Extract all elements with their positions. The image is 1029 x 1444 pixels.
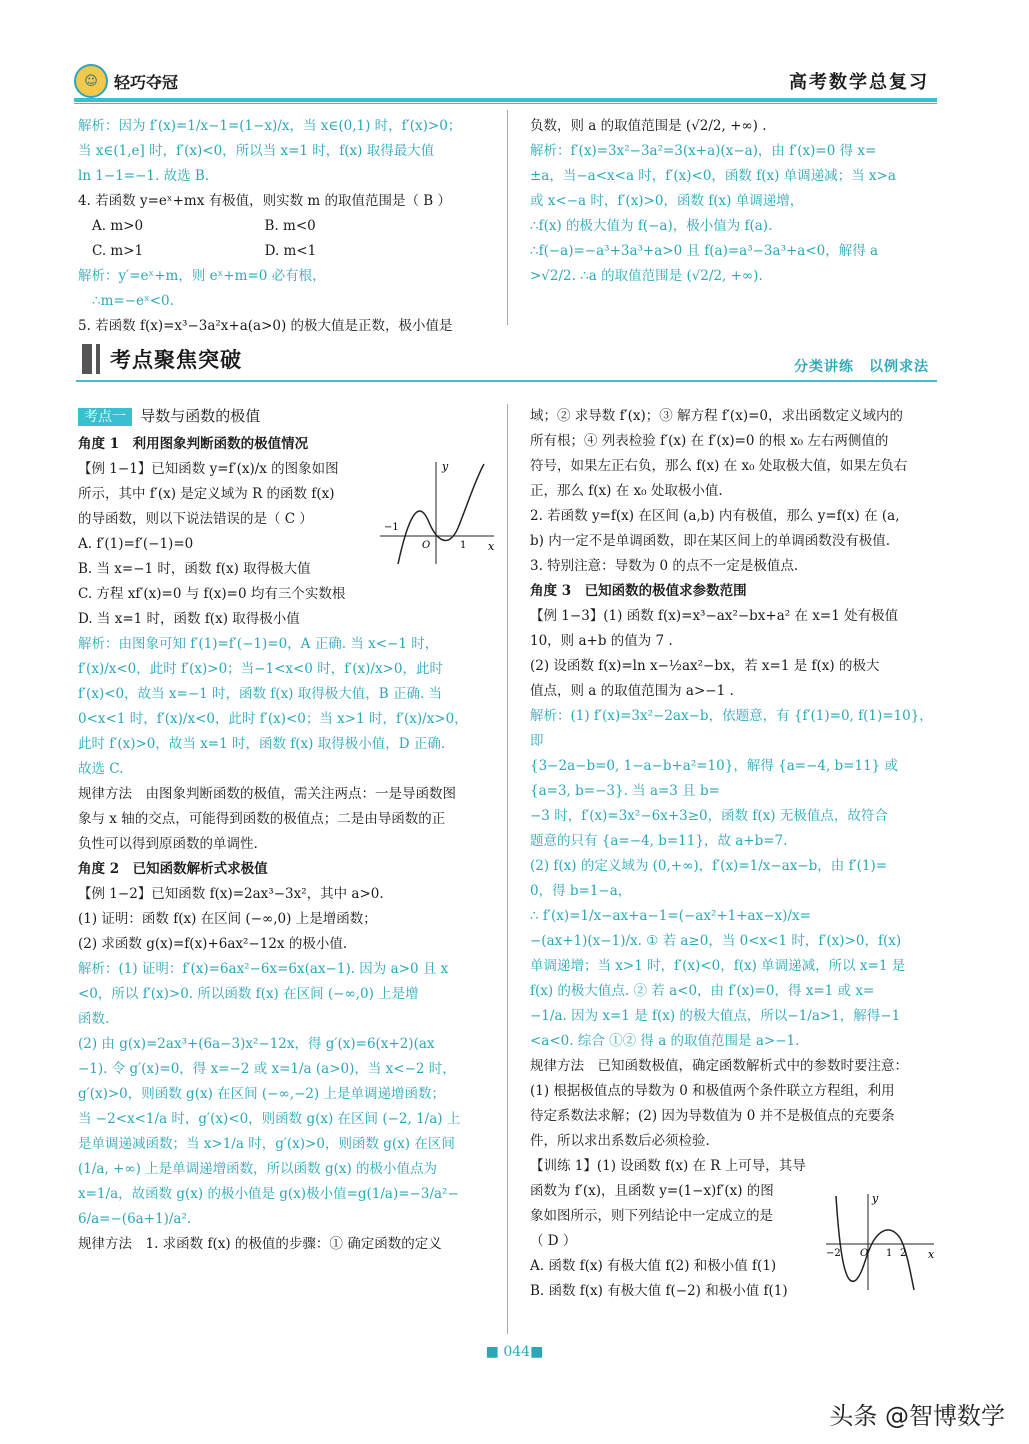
graph-example-1 xyxy=(378,458,498,568)
watermark: 头条 @智博数学 xyxy=(829,1402,1005,1430)
tick-label: −2 xyxy=(826,1248,841,1259)
section-title xyxy=(82,342,242,376)
example-line: (2) 求函数 g(x)=f(x)+6ax²−12x 的极小值. xyxy=(78,936,348,952)
solution-line: (1/a, +∞) 上是单调递增函数，所以函数 g(x) 的极小值点为 xyxy=(78,1161,438,1177)
angle-heading: 角度 1 利用图象判断函数的极值情况 xyxy=(78,436,309,452)
solution-line: −3 时，f′(x)=3x²−6x+3≥0，函数 f(x) 无极值点，故符合 xyxy=(530,808,888,824)
example-line: (1) 证明：函数 f(x) 在区间 (−∞,0) 上是增函数； xyxy=(78,911,377,927)
text-line: >√2/2. ∴a 的取值范围是 (√2/2, +∞). xyxy=(530,268,763,284)
option-line: C. 方程 xf′(x)=0 与 f(x)=0 均有三个实数根 xyxy=(78,586,346,602)
solution-line: f′(x)/x<0，此时 f′(x)>0；当−1<x<0 时，f′(x)/x>0，此时 xyxy=(78,661,443,677)
text-line: ±a，当−a<x<a 时，f′(x)<0，函数 f(x) 单调递减；当 x>a xyxy=(530,168,896,184)
training-line: 【训练 1】(1) 设函数 f(x) 在 R 上可导，其导 xyxy=(530,1158,806,1174)
rule-line: 所有根；④ 列表检验 f′(x) 在 f′(x)=0 的根 x₀ 左右两侧值的 xyxy=(530,433,889,449)
example-line: 所示，其中 f′(x) 是定义域为 R 的函数 f(x) xyxy=(78,486,335,502)
example-line: 10，则 a+b 的值为 7 . xyxy=(530,633,673,649)
tick-label: 1 xyxy=(460,540,467,551)
solution-line: ∴ f′(x)=1/x−ax+a−1=(−ax²+1+ax−x)/x= xyxy=(530,908,811,924)
header-divider-thin xyxy=(74,103,937,104)
solution-line: x=1/a，故函数 g(x) 的极小值是 g(x)极小值=g(1/a)=−3/a²− xyxy=(78,1186,459,1202)
solution-line: −(ax+1)(x−1)/x. ① 若 a≥0，当 0<x<1 时，f′(x)>0，f(x) xyxy=(530,933,902,949)
header-logo xyxy=(74,64,194,98)
training-line: 象如图所示，则下列结论中一定成立的是 xyxy=(530,1208,773,1224)
rule-line: 件，所以求出系数后必须检验. xyxy=(530,1133,710,1149)
text-line: 解析：因为 f′(x)=1/x−1=(1−x)/x，当 x∈(0,1) 时，f′(x)>0； xyxy=(78,118,462,134)
page-number: ■ 044■ xyxy=(485,1344,544,1360)
kp-badge: 考点一 xyxy=(78,408,132,426)
solution-line: 故选 C. xyxy=(78,761,124,777)
section-heading: 考点聚焦突破 xyxy=(110,348,242,372)
solution-line: <0，所以 f′(x)>0. 所以函数 f(x) 在区间 (−∞,0) 上是增 xyxy=(78,986,419,1002)
top-right-column xyxy=(530,114,940,289)
tick-label: 2 xyxy=(900,1248,907,1259)
solution-line: 函数. xyxy=(78,1011,110,1027)
solution-line: 是单调递减函数；当 x>1/a 时，g′(x)>0，则函数 g(x) 在区间 xyxy=(78,1136,455,1152)
solution-line: −1/a. 因为 x=1 是 f(x) 的极大值点，所以−1/a>1，解得−1 xyxy=(530,1008,901,1024)
rule-line: 域；② 求导数 f′(x)；③ 解方程 f′(x)=0，求出函数定义域内的 xyxy=(530,408,903,424)
example-line: 的导函数，则以下说法错误的是（ C ） xyxy=(78,511,313,527)
solution-line: 当 −2<x<1/a 时，g′(x)<0，则函数 g(x) 在区间 (−2, 1/a) 上 xyxy=(78,1111,461,1127)
rule-line: 正，那么 f(x) 在 x₀ 处取极小值. xyxy=(530,483,723,499)
solution-line: <a<0. 综合 ①② 得 a 的取值范围是 a>−1. xyxy=(530,1033,800,1049)
kp-title: 导数与函数的极值 xyxy=(140,407,261,425)
graph-training-1 xyxy=(822,1190,940,1292)
column-divider xyxy=(507,110,508,325)
solution-line: 解析：由图象可知 f′(1)=f′(−1)=0，A 正确. 当 x<−1 时， xyxy=(78,636,439,652)
solution-line: 解析：(1) f′(x)=3x²−2ax−b，依题意，有 {f′(1)=0, f(1)=10}，即 xyxy=(530,708,933,749)
section-bar-icon xyxy=(96,344,100,374)
example-line: 【例 1−3】(1) 函数 f(x)=x³−ax²−bx+a² 在 x=1 处有极值 xyxy=(530,608,899,624)
question-5-cont: 负数，则 a 的取值范围是 (√2/2, +∞) . xyxy=(530,118,767,134)
text-line: ∴m=−eˣ<0. xyxy=(92,293,174,309)
example-line: (2) 设函数 f(x)=ln x−½ax²−bx，若 x=1 是 f(x) 的极大 xyxy=(530,658,880,674)
solution-line: 此时 f′(x)>0，故当 x=1 时，函数 f(x) 取得极小值，D 正确. xyxy=(78,736,446,752)
solution-line: 解析：(1) 证明：f′(x)=6ax²−6x=6x(ax−1). 因为 a>0 且 x xyxy=(78,961,449,977)
rule-line: 规律方法 由图象判断函数的极值，需关注两点：一是导函数图 xyxy=(78,786,456,802)
solution-line: f′(x)<0，故当 x=−1 时，函数 f(x) 取得极大值，B 正确. 当 xyxy=(78,686,443,702)
training-line: 函数为 f′(x)，且函数 y=(1−x)f′(x) 的图 xyxy=(530,1183,774,1199)
rule-line: 象与 x 轴的交点，可能得到函数的极值点；二是由导函数的正 xyxy=(78,811,446,827)
question-4: 4. 若函数 y=eˣ+mx 有极值，则实数 m 的取值范围是（ B ） xyxy=(78,193,452,209)
rule-line: 负性可以得到原函数的单调性. xyxy=(78,836,258,852)
option-line: A. m>0 B. m<0 xyxy=(92,218,316,234)
section-divider xyxy=(76,380,937,382)
solution-line: 单调递增；当 x>1 时，f′(x)<0，f(x) 单调递减，所以 x=1 是 xyxy=(530,958,906,974)
option-line: C. m>1 D. m<1 xyxy=(92,243,317,259)
solution-line: 6/a=−(6a+1)/a². xyxy=(78,1211,192,1227)
text-line: ln 1−1=−1. 故选 B. xyxy=(78,168,210,184)
option-line: B. 函数 f(x) 有极大值 f(−2) 和极小值 f(1) xyxy=(530,1283,788,1299)
solution-line: −1). 令 g′(x)=0，得 x=−2 或 x=1/a (a>0)，当 x<−2 时， xyxy=(78,1061,456,1077)
training-line: （ D ） xyxy=(530,1233,577,1249)
solution-line: 0，得 b=1−a， xyxy=(530,883,632,899)
example-line: 值点，则 a 的取值范围为 a>−1 . xyxy=(530,683,734,699)
solution-line: 0<x<1 时，f′(x)/x<0，此时 f′(x)<0；当 x>1 时，f′(x)/x>0， xyxy=(78,711,468,727)
origin-label: O xyxy=(422,540,431,551)
rule-line: 3. 特别注意：导数为 0 的点不一定是极值点. xyxy=(530,558,799,574)
question-5: 5. 若函数 f(x)=x³−3a²x+a(a>0) 的极大值是正数，极小值是 xyxy=(78,318,453,334)
solution-line: g′(x)>0，则函数 g(x) 在区间 (−∞,−2) 上是单调递增函数； xyxy=(78,1086,445,1102)
rule-line: 规律方法 已知函数极值，确定函数解析式中的参数时要注意： xyxy=(530,1058,908,1074)
text-line: 当 x∈(1,e] 时，f′(x)<0，所以当 x=1 时，f(x) 取得最大值 xyxy=(78,143,435,159)
rule-line: 符号，如果左正右负，那么 f(x) 在 x₀ 处取极大值，如果左负右 xyxy=(530,458,908,474)
rule-line: 规律方法 1. 求函数 f(x) 的极值的步骤：① 确定函数的定义 xyxy=(78,1236,442,1252)
rule-line: 2. 若函数 y=f(x) 在区间 (a,b) 内有极值，那么 y=f(x) 在 (a, xyxy=(530,508,900,524)
angle-heading: 角度 2 已知函数解析式求极值 xyxy=(78,861,268,877)
example-line: 【例 1−2】已知函数 f(x)=2ax³−3x²，其中 a>0. xyxy=(78,886,384,902)
book-title: 高考数学总复习 xyxy=(789,72,929,93)
solution-line: (2) 由 g(x)=2ax³+(6a−3)x²−12x，得 g′(x)=6(x+2)(ax xyxy=(78,1036,435,1052)
curve xyxy=(836,1196,914,1290)
rule-line: (1) 根据极值点的导数为 0 和极值两个条件联立方程组，利用 xyxy=(530,1083,895,1099)
top-left-column xyxy=(78,114,498,339)
text-line: ∴f(−a)=−a³+3a³+a>0 且 f(a)=a³−3a³+a<0，解得 a xyxy=(530,243,879,259)
option-line: A. 函数 f(x) 有极大值 f(2) 和极小值 f(1) xyxy=(530,1258,777,1274)
section-bar-icon xyxy=(82,344,92,374)
y-label: y xyxy=(442,460,449,473)
text-line: 解析：f′(x)=3x²−3a²=3(x+a)(x−a)，由 f′(x)=0 得 x= xyxy=(530,143,877,159)
x-label: x xyxy=(928,1248,935,1261)
header-divider xyxy=(74,98,937,102)
origin-label: O xyxy=(860,1248,869,1259)
column-divider xyxy=(507,404,508,1334)
solution-line: 题意的只有 {a=−4, b=11}，故 a+b=7. xyxy=(530,833,788,849)
rule-line: 待定系数法求解；(2) 因为导数值为 0 并不是极值点的充要条 xyxy=(530,1108,895,1124)
angle-heading: 角度 3 已知函数的极值求参数范围 xyxy=(530,583,747,599)
text-line: 解析：y′=eˣ+m，则 eˣ+m=0 必有根， xyxy=(78,268,326,284)
example-line: 【例 1−1】已知函数 y=f′(x)/x 的图象如图 xyxy=(78,461,339,477)
logo-mascot-icon: ☺ xyxy=(74,64,108,98)
logo-text: 轻巧夺冠 xyxy=(114,72,179,92)
curve xyxy=(398,464,484,564)
rule-line: b) 内一定不是单调函数，即在某区间上的单调函数没有极值. xyxy=(530,533,890,549)
option-line: B. 当 x=−1 时，函数 f(x) 取得极大值 xyxy=(78,561,311,577)
option-line: A. f′(1)=f′(−1)=0 xyxy=(78,536,194,552)
option-line: D. 当 x=1 时，函数 f(x) 取得极小值 xyxy=(78,611,300,627)
solution-line: f(x) 的极大值点. ② 若 a<0，由 f′(x)=0，得 x=1 或 x= xyxy=(530,983,875,999)
solution-line: {3−2a−b=0, 1−a−b+a²=10}，解得 {a=−4, b=11} 或 {a=3, b=−3}. 当 a=3 且 b= xyxy=(530,758,899,799)
tick-label: 1 xyxy=(886,1248,893,1259)
y-label: y xyxy=(872,1192,879,1205)
main-right-column xyxy=(530,404,940,1304)
x-label: x xyxy=(488,540,495,553)
tick-label: −1 xyxy=(384,522,399,533)
solution-line: (2) f(x) 的定义域为 (0,+∞)，f′(x)=1/x−ax−b，由 f′(1)= xyxy=(530,858,888,874)
text-line: 或 x<−a 时，f′(x)>0，函数 f(x) 单调递增， xyxy=(530,193,804,209)
text-line: ∴f(x) 的极大值为 f(−a)，极小值为 f(a). xyxy=(530,218,773,234)
section-right-label: 分类讲练 以例求法 xyxy=(794,359,929,375)
